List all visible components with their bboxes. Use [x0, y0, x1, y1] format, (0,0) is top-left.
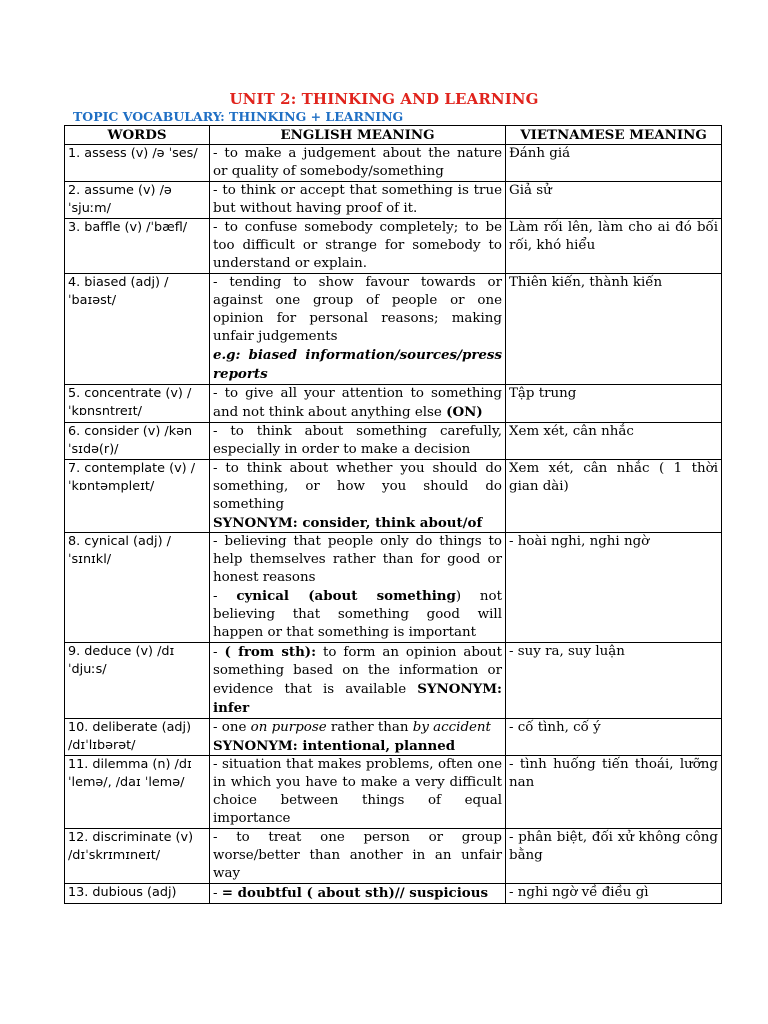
english-meaning-cell: - to treat one person or group worse/better than another in an unfair way — [210, 829, 506, 884]
table-row — [65, 274, 722, 385]
synonym-text: SYNONYM: intentional, planned — [213, 738, 456, 754]
meaning-text: - to give all your attention to something and not think about anything else — [213, 386, 502, 420]
table-row — [65, 884, 722, 904]
vietnamese-meaning-cell: Giả sử — [506, 182, 722, 219]
word-cell: 6. consider (v) /kənˈsɪdə(r)/ — [65, 423, 210, 460]
word-cell: 1. assess (v) /ə ˈses/ — [65, 145, 210, 182]
table-header-row — [65, 126, 722, 145]
vietnamese-meaning-cell: - nghi ngờ về điều gì — [506, 884, 722, 904]
header-vietnamese-meaning: VIETNAMESE MEANING — [506, 126, 722, 145]
table-row — [65, 756, 722, 829]
english-meaning-cell: - situation that makes problems, often one in which you have to make a very difficult choice between things of equal importance — [210, 756, 506, 829]
vietnamese-meaning-cell: - hoài nghi, nghi ngờ — [506, 533, 722, 643]
english-meaning-cell: - to make a judgement about the nature or quality of somebody/something — [210, 145, 506, 182]
meaning-dash: - — [213, 645, 218, 660]
vietnamese-meaning-cell: Làm rối lên, làm cho ai đó bối rối, khó hiểu — [506, 219, 722, 274]
meaning-mid: rather than — [330, 720, 409, 735]
meaning-italic-2: by accident — [412, 720, 491, 735]
word-cell: 5. concentrate (v) /ˈkɒnsntreɪt/ — [65, 385, 210, 423]
example-text: biased information/sources/press reports — [213, 347, 502, 382]
table-row — [65, 643, 722, 719]
english-meaning-cell: - to confuse somebody completely; to be too difficult or strange for somebody to understand or explain. — [210, 219, 506, 274]
vietnamese-meaning-cell: - suy ra, suy luận — [506, 643, 722, 719]
english-meaning-cell — [210, 719, 506, 756]
meaning-pre: - one — [213, 720, 247, 735]
word-cell: 3. baffle (v) /ˈbæfl/ — [65, 219, 210, 274]
meaning-bold: (ON) — [446, 404, 483, 420]
meaning-bold: = doubtful ( about sth)// suspicious — [221, 885, 489, 901]
synonym-text: SYNONYM: consider, think about/of — [213, 515, 483, 531]
vietnamese-meaning-cell: Thiên kiến, thành kiến — [506, 274, 722, 385]
vietnamese-meaning-cell: Xem xét, cân nhắc — [506, 423, 722, 460]
english-meaning-cell — [210, 643, 506, 719]
meaning-italic-1: on purpose — [250, 720, 327, 735]
meaning-text: - to think about whether you should do something, or how you should do something — [213, 461, 502, 512]
vietnamese-meaning-cell: Tập trung — [506, 385, 722, 423]
english-meaning-cell — [210, 884, 506, 904]
table-row — [65, 460, 722, 533]
meaning-text: to form an opinion about something based on the information or evidence that is available — [213, 645, 502, 697]
english-meaning-cell — [210, 274, 506, 385]
vietnamese-meaning-cell: - cố tình, cố ý — [506, 719, 722, 756]
table-row — [65, 423, 722, 460]
meaning2-dash: - — [213, 589, 218, 604]
word-cell: 12. discriminate (v) /dɪˈskrɪmɪneɪt/ — [65, 829, 210, 884]
word-cell: 13. dubious (adj) — [65, 884, 210, 904]
word-cell: 10. deliberate (adj) /dɪˈlɪbərət/ — [65, 719, 210, 756]
table-row — [65, 145, 722, 182]
english-meaning-cell: - to think or accept that something is true but without having proof of it. — [210, 182, 506, 219]
word-cell: 4. biased (adj) /ˈbaɪəst/ — [65, 274, 210, 385]
vietnamese-meaning-cell: - phân biệt, đối xử không công bằng — [506, 829, 722, 884]
english-meaning-cell: - to think about something carefully, especially in order to make a decision — [210, 423, 506, 460]
table-row — [65, 385, 722, 423]
vietnamese-meaning-cell: Xem xét, cân nhắc ( 1 thời gian dài) — [506, 460, 722, 533]
english-meaning-cell — [210, 533, 506, 643]
topic-subtitle: TOPIC VOCABULARY: THINKING + LEARNING — [73, 109, 404, 124]
meaning-bold: ( from sth): — [224, 644, 317, 660]
word-cell: 9. deduce (v) /dɪ ˈdjuːs/ — [65, 643, 210, 719]
table-row — [65, 719, 722, 756]
table-row — [65, 533, 722, 643]
english-meaning-cell — [210, 385, 506, 423]
word-cell: 7. contemplate (v) /ˈkɒntəmpleɪt/ — [65, 460, 210, 533]
meaning2-paren: ) — [455, 589, 462, 604]
example-label: e.g: — [213, 347, 241, 363]
meaning-text: - believing that people only do things to help themselves rather than for good or honest reasons — [213, 534, 502, 585]
page-title: UNIT 2: THINKING AND LEARNING — [229, 90, 539, 108]
vietnamese-meaning-cell: - tình huống tiến thoái, lưỡng nan — [506, 756, 722, 829]
table-row — [65, 219, 722, 274]
header-words: WORDS — [65, 126, 210, 145]
table-row — [65, 182, 722, 219]
header-english-meaning: ENGLISH MEANING — [210, 126, 506, 145]
english-meaning-cell — [210, 460, 506, 533]
table-row — [65, 829, 722, 884]
meaning2-bold: cynical (about something — [236, 588, 456, 604]
meaning-text: - tending to show favour towards or against one group of people or one opinion for personal reasons; making unfair judgements — [213, 275, 502, 344]
vocabulary-table — [64, 125, 722, 904]
vietnamese-meaning-cell: Đánh giá — [506, 145, 722, 182]
word-cell: 8. cynical (adj) /ˈsɪnɪkl/ — [65, 533, 210, 643]
word-cell: 2. assume (v) /ə ˈsjuːm/ — [65, 182, 210, 219]
synonym-text: SYNONYM: infer — [213, 681, 502, 716]
word-cell: 11. dilemma (n) /dɪˈlemə/, /daɪ ˈlemə/ — [65, 756, 210, 829]
meaning-dash: - — [213, 886, 218, 901]
meaning2-text: not believing that something good will happen or that something is important — [213, 589, 502, 640]
